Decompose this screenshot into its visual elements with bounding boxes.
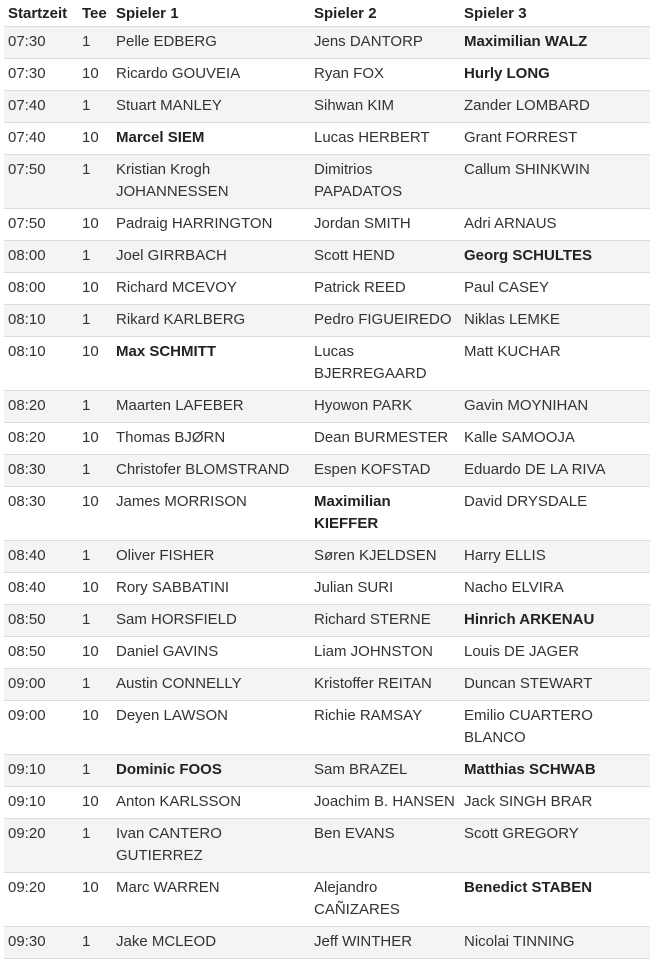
header-row <box>4 0 650 27</box>
table-row <box>4 755 650 787</box>
table-row <box>4 701 650 755</box>
cell-tee: 10 <box>78 273 112 305</box>
cell-spieler-2: Liam JOHNSTON <box>310 637 460 669</box>
cell-startzeit: 07:40 <box>4 91 78 123</box>
cell-spieler-2: Lucas HERBERT <box>310 123 460 155</box>
header-startzeit: Startzeit <box>8 5 68 22</box>
cell-spieler-3: Eduardo DE LA RIVA <box>460 455 650 487</box>
cell-tee: 1 <box>78 605 112 637</box>
cell-tee: 1 <box>78 455 112 487</box>
cell-spieler-1: Rory SABBATINI <box>112 573 310 605</box>
cell-startzeit: 09:00 <box>4 669 78 701</box>
cell-spieler-2: Sam BRAZEL <box>310 755 460 787</box>
cell-spieler-1: Christofer BLOMSTRAND <box>112 455 310 487</box>
cell-spieler-3: Nicolai TINNING <box>460 927 650 959</box>
cell-spieler-2: Ben EVANS <box>310 819 460 873</box>
cell-spieler-3: Matthias SCHWAB <box>460 755 650 787</box>
cell-spieler-3: Matt KUCHAR <box>460 337 650 391</box>
cell-spieler-3: Harry ELLIS <box>460 541 650 573</box>
table-row <box>4 873 650 927</box>
cell-spieler-2: Joachim B. HANSEN <box>310 787 460 819</box>
tee-times-table <box>4 0 650 959</box>
cell-spieler-2: Kristoffer REITAN <box>310 669 460 701</box>
table-row <box>4 573 650 605</box>
cell-spieler-1: Rikard KARLBERG <box>112 305 310 337</box>
table-row <box>4 241 650 273</box>
table-row <box>4 209 650 241</box>
cell-spieler-1: Ricardo GOUVEIA <box>112 59 310 91</box>
cell-tee: 10 <box>78 487 112 541</box>
table-row <box>4 605 650 637</box>
table-row <box>4 27 650 59</box>
table-row <box>4 91 650 123</box>
cell-startzeit: 07:30 <box>4 59 78 91</box>
cell-spieler-3: Gavin MOYNIHAN <box>460 391 650 423</box>
cell-tee: 10 <box>78 701 112 755</box>
cell-spieler-2: Jordan SMITH <box>310 209 460 241</box>
table-row <box>4 669 650 701</box>
cell-startzeit: 08:10 <box>4 305 78 337</box>
cell-spieler-2: Dean BURMESTER <box>310 423 460 455</box>
cell-tee: 10 <box>78 423 112 455</box>
cell-spieler-1: Maarten LAFEBER <box>112 391 310 423</box>
table-row <box>4 337 650 391</box>
cell-startzeit: 08:30 <box>4 455 78 487</box>
cell-spieler-1: Thomas BJØRN <box>112 423 310 455</box>
table-row <box>4 59 650 91</box>
cell-tee: 1 <box>78 91 112 123</box>
cell-spieler-2: Richard STERNE <box>310 605 460 637</box>
cell-startzeit: 07:50 <box>4 209 78 241</box>
cell-startzeit: 08:40 <box>4 541 78 573</box>
cell-spieler-1: Kristian Krogh JOHANNESSEN <box>112 155 310 209</box>
cell-spieler-3: Paul CASEY <box>460 273 650 305</box>
cell-tee: 1 <box>78 541 112 573</box>
cell-spieler-3: Jack SINGH BRAR <box>460 787 650 819</box>
cell-startzeit: 08:00 <box>4 241 78 273</box>
cell-spieler-1: Jake MCLEOD <box>112 927 310 959</box>
header-spieler-2: Spieler 2 <box>314 5 377 22</box>
cell-spieler-1: Richard MCEVOY <box>112 273 310 305</box>
cell-spieler-3: Georg SCHULTES <box>460 241 650 273</box>
cell-spieler-1: Anton KARLSSON <box>112 787 310 819</box>
cell-spieler-2: Søren KJELDSEN <box>310 541 460 573</box>
cell-spieler-1: Daniel GAVINS <box>112 637 310 669</box>
cell-tee: 10 <box>78 573 112 605</box>
cell-tee: 10 <box>78 787 112 819</box>
cell-tee: 1 <box>78 669 112 701</box>
cell-spieler-2: Scott HEND <box>310 241 460 273</box>
cell-tee: 1 <box>78 305 112 337</box>
cell-spieler-1: Marcel SIEM <box>112 123 310 155</box>
cell-spieler-1: Ivan CANTERO GUTIERREZ <box>112 819 310 873</box>
cell-spieler-1: Oliver FISHER <box>112 541 310 573</box>
cell-spieler-3: Hinrich ARKENAU <box>460 605 650 637</box>
table-row <box>4 155 650 209</box>
table-row <box>4 305 650 337</box>
cell-startzeit: 08:40 <box>4 573 78 605</box>
cell-spieler-3: Duncan STEWART <box>460 669 650 701</box>
cell-tee: 10 <box>78 123 112 155</box>
cell-startzeit: 09:20 <box>4 873 78 927</box>
cell-spieler-2: Patrick REED <box>310 273 460 305</box>
cell-spieler-3: Kalle SAMOOJA <box>460 423 650 455</box>
cell-spieler-3: Grant FORREST <box>460 123 650 155</box>
cell-spieler-2: Pedro FIGUEIREDO <box>310 305 460 337</box>
cell-tee: 10 <box>78 873 112 927</box>
table-header <box>4 0 650 27</box>
cell-spieler-3: Zander LOMBARD <box>460 91 650 123</box>
cell-tee: 10 <box>78 637 112 669</box>
cell-spieler-3: Adri ARNAUS <box>460 209 650 241</box>
cell-tee: 1 <box>78 241 112 273</box>
cell-startzeit: 08:20 <box>4 391 78 423</box>
cell-spieler-3: Emilio CUARTERO BLANCO <box>460 701 650 755</box>
cell-startzeit: 09:00 <box>4 701 78 755</box>
table-row <box>4 541 650 573</box>
cell-spieler-1: Austin CONNELLY <box>112 669 310 701</box>
cell-spieler-3: Niklas LEMKE <box>460 305 650 337</box>
table-row <box>4 123 650 155</box>
cell-spieler-2: Sihwan KIM <box>310 91 460 123</box>
cell-spieler-1: Deyen LAWSON <box>112 701 310 755</box>
header-tee: Tee <box>82 5 107 22</box>
cell-spieler-1: Pelle EDBERG <box>112 27 310 59</box>
cell-spieler-2: Lucas BJERREGAARD <box>310 337 460 391</box>
cell-spieler-2: Jens DANTORP <box>310 27 460 59</box>
cell-spieler-2: Espen KOFSTAD <box>310 455 460 487</box>
cell-spieler-2: Hyowon PARK <box>310 391 460 423</box>
cell-tee: 1 <box>78 155 112 209</box>
cell-tee: 10 <box>78 337 112 391</box>
cell-startzeit: 07:50 <box>4 155 78 209</box>
table-row <box>4 927 650 959</box>
cell-tee: 1 <box>78 391 112 423</box>
table-row <box>4 819 650 873</box>
cell-spieler-1: Padraig HARRINGTON <box>112 209 310 241</box>
cell-tee: 10 <box>78 59 112 91</box>
header-spieler-3: Spieler 3 <box>464 5 527 22</box>
cell-spieler-1: Joel GIRRBACH <box>112 241 310 273</box>
cell-spieler-1: Dominic FOOS <box>112 755 310 787</box>
cell-spieler-3: Nacho ELVIRA <box>460 573 650 605</box>
table-row <box>4 787 650 819</box>
cell-startzeit: 09:10 <box>4 755 78 787</box>
cell-spieler-3: Callum SHINKWIN <box>460 155 650 209</box>
cell-spieler-1: Stuart MANLEY <box>112 91 310 123</box>
cell-startzeit: 08:10 <box>4 337 78 391</box>
cell-startzeit: 08:50 <box>4 637 78 669</box>
cell-spieler-1: James MORRISON <box>112 487 310 541</box>
cell-startzeit: 09:20 <box>4 819 78 873</box>
cell-startzeit: 08:00 <box>4 273 78 305</box>
cell-tee: 1 <box>78 927 112 959</box>
cell-spieler-2: Dimitrios PAPADATOS <box>310 155 460 209</box>
cell-spieler-1: Sam HORSFIELD <box>112 605 310 637</box>
cell-startzeit: 08:20 <box>4 423 78 455</box>
cell-startzeit: 07:30 <box>4 27 78 59</box>
cell-spieler-2: Julian SURI <box>310 573 460 605</box>
table-row <box>4 273 650 305</box>
cell-spieler-3: Louis DE JAGER <box>460 637 650 669</box>
cell-startzeit: 07:40 <box>4 123 78 155</box>
cell-spieler-3: Maximilian WALZ <box>460 27 650 59</box>
table-body <box>4 27 650 959</box>
cell-spieler-3: Benedict STABEN <box>460 873 650 927</box>
table-row <box>4 637 650 669</box>
cell-spieler-3: Scott GREGORY <box>460 819 650 873</box>
cell-spieler-3: Hurly LONG <box>460 59 650 91</box>
cell-spieler-2: Alejandro CAÑIZARES <box>310 873 460 927</box>
cell-startzeit: 09:10 <box>4 787 78 819</box>
cell-spieler-1: Marc WARREN <box>112 873 310 927</box>
table-row <box>4 423 650 455</box>
cell-spieler-2: Jeff WINTHER <box>310 927 460 959</box>
table-row <box>4 455 650 487</box>
header-spieler-1: Spieler 1 <box>116 5 179 22</box>
cell-spieler-2: Richie RAMSAY <box>310 701 460 755</box>
cell-spieler-2: Ryan FOX <box>310 59 460 91</box>
cell-startzeit: 09:30 <box>4 927 78 959</box>
cell-tee: 10 <box>78 209 112 241</box>
cell-startzeit: 08:50 <box>4 605 78 637</box>
table-row <box>4 391 650 423</box>
cell-tee: 1 <box>78 755 112 787</box>
cell-spieler-1: Max SCHMITT <box>112 337 310 391</box>
cell-tee: 1 <box>78 819 112 873</box>
table-row <box>4 487 650 541</box>
cell-startzeit: 08:30 <box>4 487 78 541</box>
cell-tee: 1 <box>78 27 112 59</box>
cell-spieler-2: Maximilian KIEFFER <box>310 487 460 541</box>
cell-spieler-3: David DRYSDALE <box>460 487 650 541</box>
